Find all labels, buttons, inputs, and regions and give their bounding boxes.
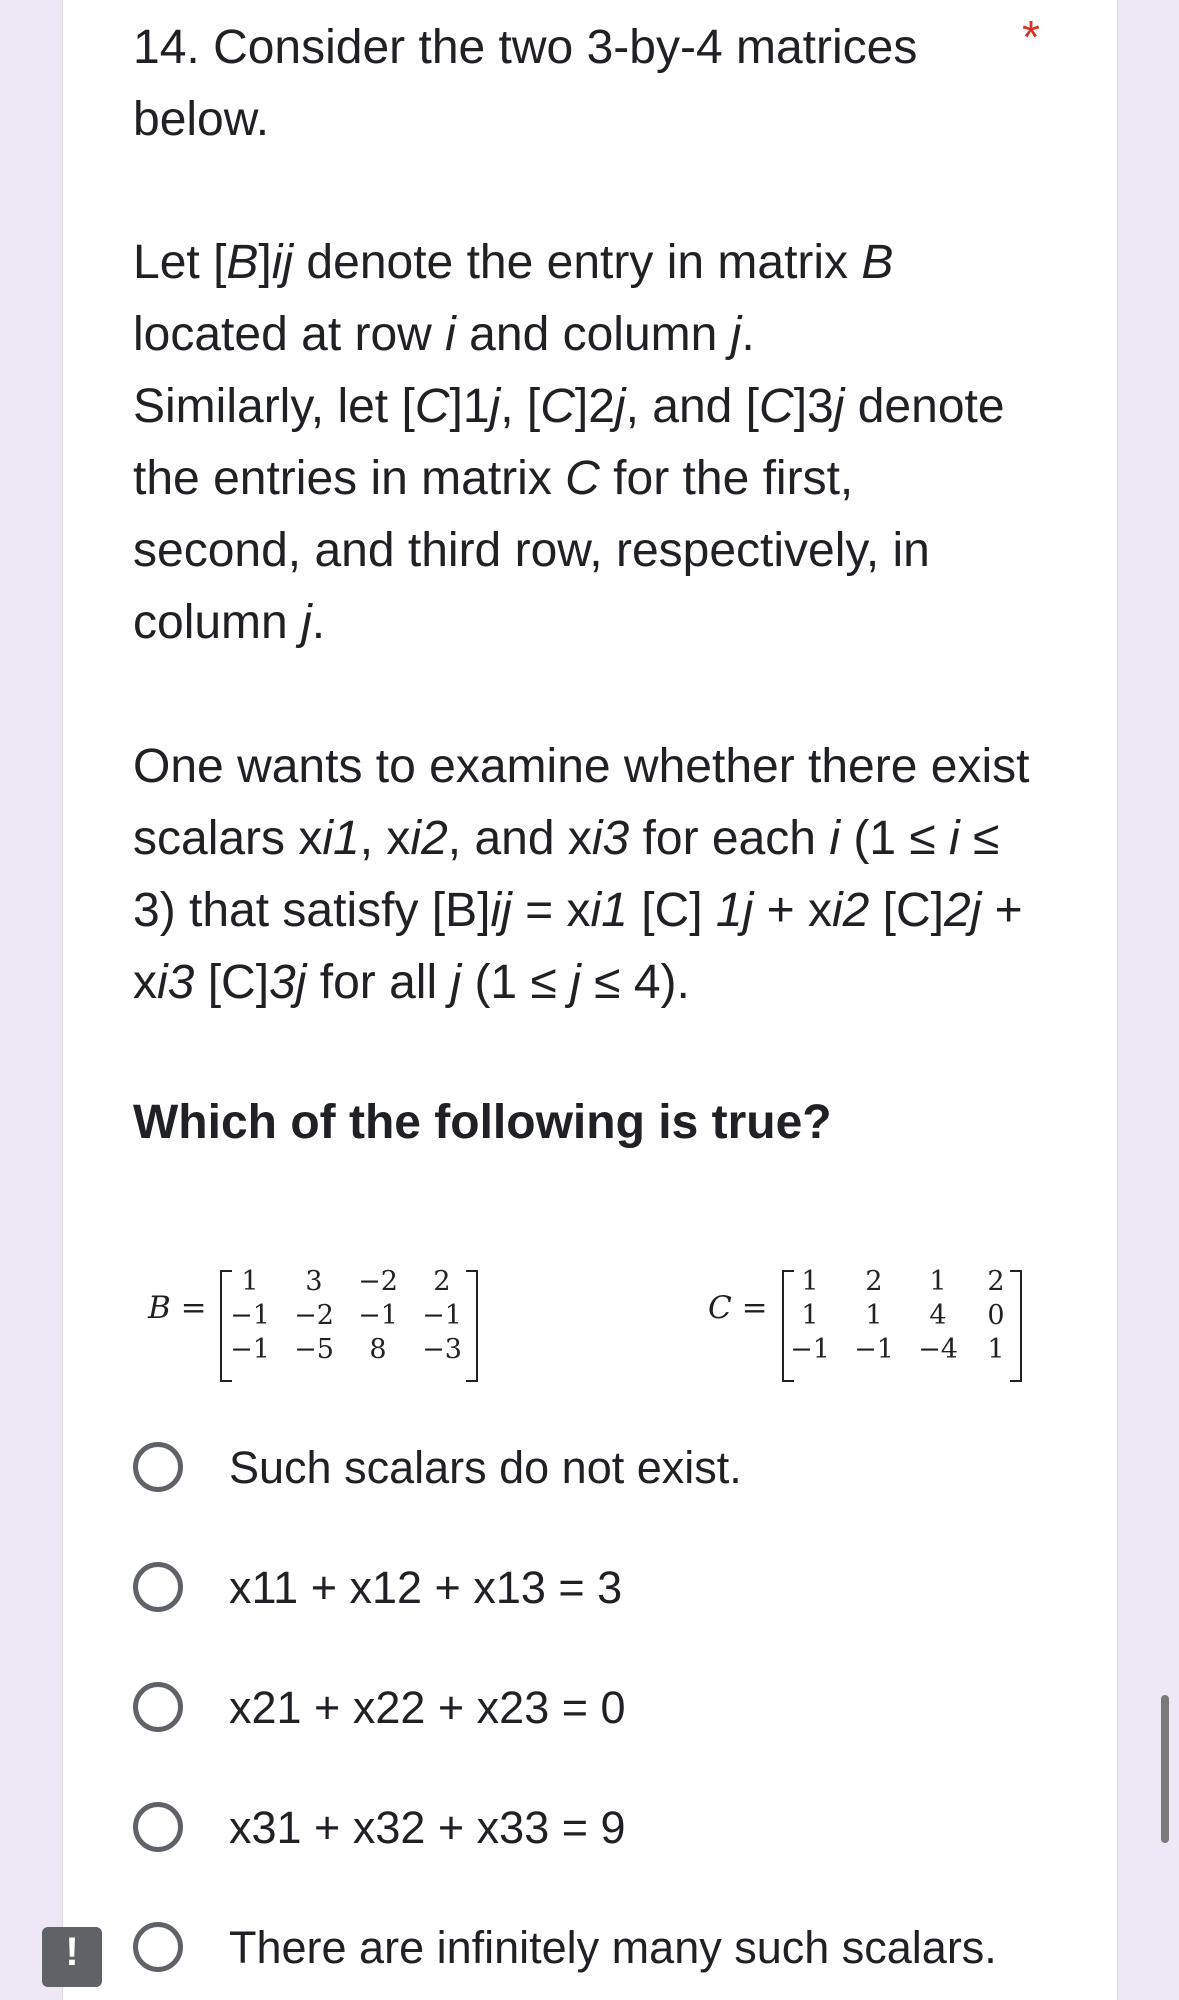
matrix-c-label: C = bbox=[708, 1290, 768, 1326]
matrix-b-cell: −1 bbox=[230, 1334, 270, 1365]
required-marker: * bbox=[1022, 11, 1040, 63]
alert-icon[interactable]: ! bbox=[42, 1927, 102, 1987]
matrix-c-cell: 2 bbox=[865, 1266, 883, 1297]
option-label: x31 + x32 + x33 = 9 bbox=[229, 1802, 626, 1853]
matrix-b-label: B = bbox=[148, 1290, 207, 1326]
matrix-c-cell: −4 bbox=[918, 1334, 958, 1365]
matrix-b-cell: −1 bbox=[230, 1300, 270, 1331]
matrix-c-cell: 1 bbox=[865, 1300, 883, 1331]
matrix-b-cell: 2 bbox=[433, 1266, 451, 1297]
matrix-b-cell: 3 bbox=[305, 1266, 323, 1297]
option-row2-sum-0[interactable] bbox=[133, 1682, 1033, 1746]
option-row1-sum-3[interactable] bbox=[133, 1562, 1033, 1626]
matrix-c-cell: −1 bbox=[790, 1334, 830, 1365]
option-label: x21 + x22 + x23 = 0 bbox=[229, 1682, 626, 1733]
option-label: Such scalars do not exist. bbox=[229, 1442, 742, 1493]
matrix-c-cell: 1 bbox=[801, 1266, 819, 1297]
matrix-b-cell: −5 bbox=[294, 1334, 334, 1365]
question-prompt: Which of the following is true? bbox=[133, 1096, 832, 1149]
radio-button[interactable] bbox=[133, 1562, 183, 1612]
matrix-b-cell: 8 bbox=[369, 1334, 387, 1365]
matrix-b-cell: −3 bbox=[422, 1334, 462, 1365]
option-infinitely-many[interactable] bbox=[133, 1922, 1033, 1986]
question-title: 14. Consider the two 3-by-4 matrices below. bbox=[133, 21, 918, 146]
option-row3-sum-9[interactable] bbox=[133, 1802, 1033, 1866]
matrix-b-cell: 1 bbox=[241, 1266, 259, 1297]
matrix-b-cell: −1 bbox=[358, 1300, 398, 1331]
option-no-scalars[interactable] bbox=[133, 1442, 1033, 1506]
definition-paragraph: Let [B]ij denote the entry in matrix B located at row i and column j. Similarly, let [C]1j, [C]2j, and [C]3j denote the entries in matrix C for the first, second, and third row, respectively, in column j. bbox=[133, 236, 1005, 649]
option-label: x11 + x12 + x13 = 3 bbox=[229, 1562, 623, 1613]
matrix-b-cell: −2 bbox=[358, 1266, 398, 1297]
option-label: There are infinitely many such scalars. bbox=[229, 1922, 997, 1973]
matrix-c-cell: 4 bbox=[929, 1300, 947, 1331]
matrix-c-cell: 1 bbox=[801, 1300, 819, 1331]
radio-button[interactable] bbox=[133, 1802, 183, 1852]
scrollbar-thumb[interactable] bbox=[1161, 1695, 1169, 1843]
matrix-c-cell: −1 bbox=[854, 1334, 894, 1365]
matrix-c-cell: 1 bbox=[987, 1334, 1005, 1365]
radio-button[interactable] bbox=[133, 1682, 183, 1732]
condition-paragraph: One wants to examine whether there exist scalars xi1, xi2, and xi3 for each i (1 ≤ i ≤ 3) that satisfy [B]ij = xi1 [C] 1j + xi2 [C]2j + xi3 [C]3j for all j (1 ≤ j ≤ 4). bbox=[133, 740, 1030, 1009]
matrix-b-cell: −1 bbox=[422, 1300, 462, 1331]
matrix-c-cell: 2 bbox=[987, 1266, 1005, 1297]
matrix-c-cell: 1 bbox=[929, 1266, 947, 1297]
matrix-b-cell: −2 bbox=[294, 1300, 334, 1331]
matrix-c-cell: 0 bbox=[987, 1300, 1005, 1331]
radio-button[interactable] bbox=[133, 1442, 183, 1492]
